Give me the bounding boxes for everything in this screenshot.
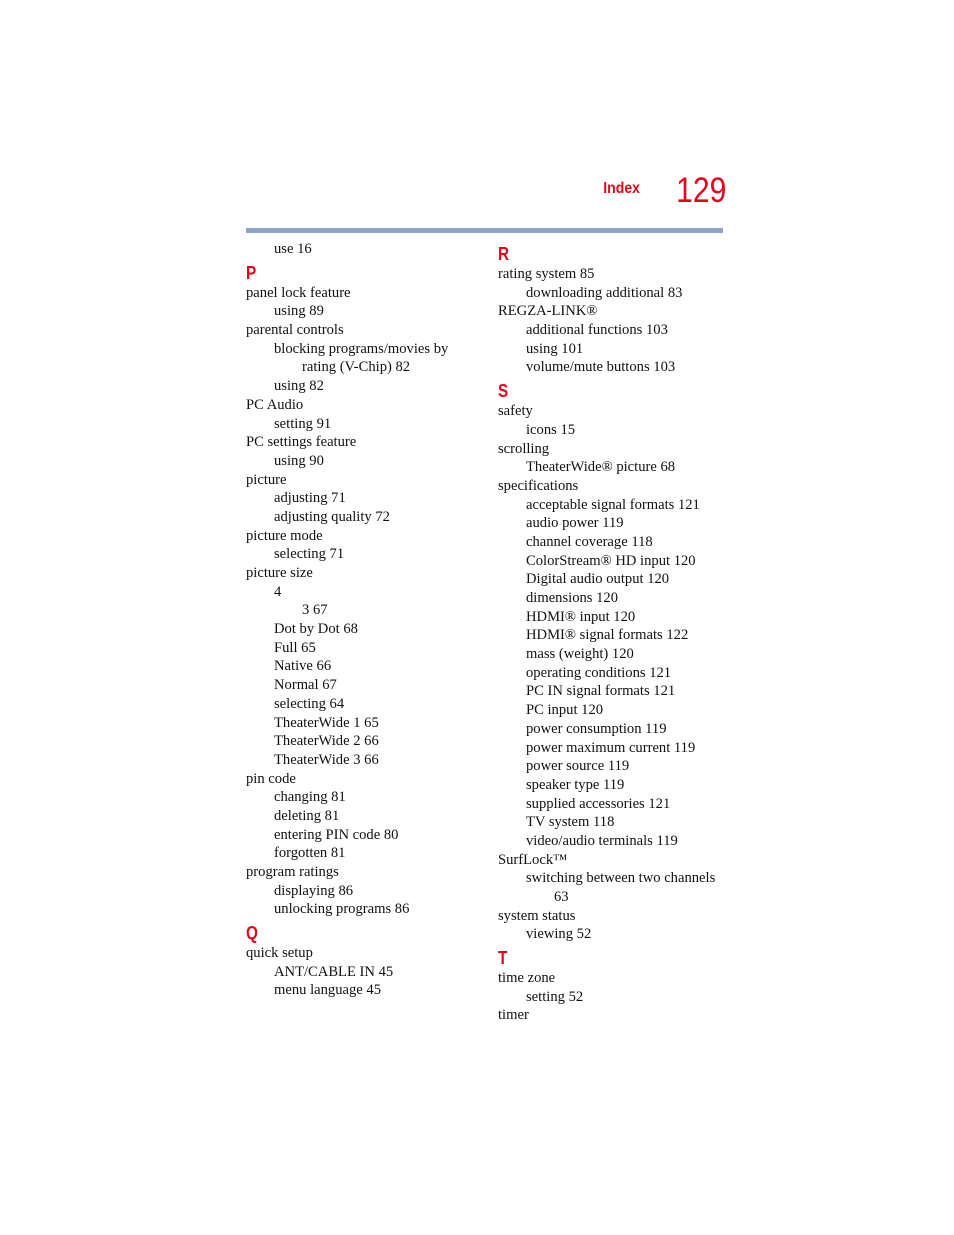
index-subentry: deleting 81 [274, 807, 340, 824]
index-subentry: switching between two channels [526, 870, 716, 887]
index-column-right [498, 240, 728, 1025]
index-subentry: TheaterWide® picture 68 [526, 459, 676, 476]
page-number: 129 [676, 171, 727, 210]
index-subentry: HDMI® input 120 [526, 608, 636, 625]
index-subentry: speaker type 119 [526, 776, 625, 793]
index-subentry: rating (V-Chip) 82 [302, 359, 411, 376]
index-subentry: displaying 86 [274, 882, 354, 899]
index-subentry: using 82 [274, 378, 324, 395]
index-subentry: setting 91 [274, 415, 332, 432]
index-subentry: setting 52 [526, 988, 584, 1005]
index-subentry: power consumption 119 [526, 720, 667, 737]
index-entry: picture [246, 471, 287, 488]
index-subentry: using 90 [274, 452, 324, 469]
index-subentry: using 101 [526, 340, 584, 357]
index-entry: rating system 85 [498, 266, 595, 282]
index-entry: panel lock feature [246, 284, 351, 301]
index-subentry: downloading additional 83 [526, 284, 683, 301]
index-entry: scrolling [498, 440, 550, 457]
index-column-left [246, 240, 476, 1000]
index-subentry: forgotten 81 [274, 845, 346, 862]
index-subentry: additional functions 103 [526, 322, 668, 339]
index-subentry: acceptable signal formats 121 [526, 496, 700, 513]
index-subentry: viewing 52 [526, 926, 592, 943]
index-subentry: ANT/CABLE IN 45 [274, 963, 394, 980]
index-subentry: TV system 118 [526, 814, 615, 831]
section-letter: S [498, 381, 509, 402]
index-subentry: TheaterWide 3 66 [274, 751, 379, 768]
index-subentry: use 16 [274, 241, 312, 257]
section-letter: Q [246, 923, 258, 944]
index-entry: parental controls [246, 322, 344, 339]
index-subentry: adjusting quality 72 [274, 508, 390, 525]
index-subentry: PC IN signal formats 121 [526, 683, 676, 700]
index-subentry: icons 15 [526, 421, 576, 438]
index-subentry: Digital audio output 120 [526, 571, 670, 588]
index-subentry: PC input 120 [526, 702, 604, 719]
index-subentry: selecting 64 [274, 695, 345, 712]
index-subentry: unlocking programs 86 [274, 901, 410, 918]
index-subentry: dimensions 120 [526, 590, 619, 606]
index-subentry: Full 65 [274, 639, 316, 656]
index-subentry: selecting 71 [274, 546, 345, 563]
index-entry: system status [498, 907, 576, 924]
section-letter: R [498, 244, 510, 264]
index-subentry: 3 67 [302, 602, 328, 619]
index-entry: quick setup [246, 945, 313, 962]
index-subentry: video/audio terminals 119 [526, 832, 678, 849]
header-rule [246, 228, 723, 233]
index-entry: PC Audio [246, 396, 304, 413]
index-subentry: volume/mute buttons 103 [526, 359, 676, 376]
index-subentry: 63 [554, 889, 569, 905]
index-entry: REGZA-LINK® [498, 303, 598, 320]
index-subentry: HDMI® signal formats 122 [526, 627, 689, 644]
index-entry: time zone [498, 970, 556, 987]
index-entry: SurfLock™ [498, 851, 568, 868]
index-entry: program ratings [246, 864, 339, 880]
index-entry: pin code [246, 770, 296, 787]
index-subentry: menu language 45 [274, 982, 381, 999]
index-subentry: changing 81 [274, 789, 346, 806]
index-subentry: TheaterWide 1 65 [274, 714, 379, 731]
index-entry: PC settings feature [246, 434, 357, 451]
index-subentry: 4 [274, 583, 282, 600]
index-subentry: Native 66 [274, 658, 332, 675]
index-subentry: operating conditions 121 [526, 664, 672, 681]
index-subentry: blocking programs/movies by [274, 340, 449, 357]
index-subentry: supplied accessories 121 [526, 795, 671, 812]
index-entry: picture mode [246, 527, 323, 544]
index-entry: safety [498, 403, 533, 420]
section-letter: P [246, 262, 257, 283]
index-subentry: TheaterWide 2 66 [274, 733, 379, 750]
index-subentry: Dot by Dot 68 [274, 621, 358, 638]
index-subentry: adjusting 71 [274, 490, 346, 507]
index-subentry: channel coverage 118 [526, 533, 653, 550]
index-subentry: power maximum current 119 [526, 739, 696, 756]
index-subentry: power source 119 [526, 758, 630, 775]
section-title: Index [603, 180, 640, 197]
index-subentry: Normal 67 [274, 677, 337, 694]
index-entry: picture size [246, 565, 313, 581]
index-subentry: ColorStream® HD input 120 [526, 552, 696, 569]
section-letter: T [498, 948, 508, 969]
index-subentry: audio power 119 [526, 515, 624, 532]
index-entry: specifications [498, 477, 579, 494]
index-subentry: mass (weight) 120 [526, 646, 634, 663]
index-subentry: using 89 [274, 303, 324, 320]
index-entry: timer [498, 1007, 529, 1024]
index-subentry: entering PIN code 80 [274, 826, 399, 843]
